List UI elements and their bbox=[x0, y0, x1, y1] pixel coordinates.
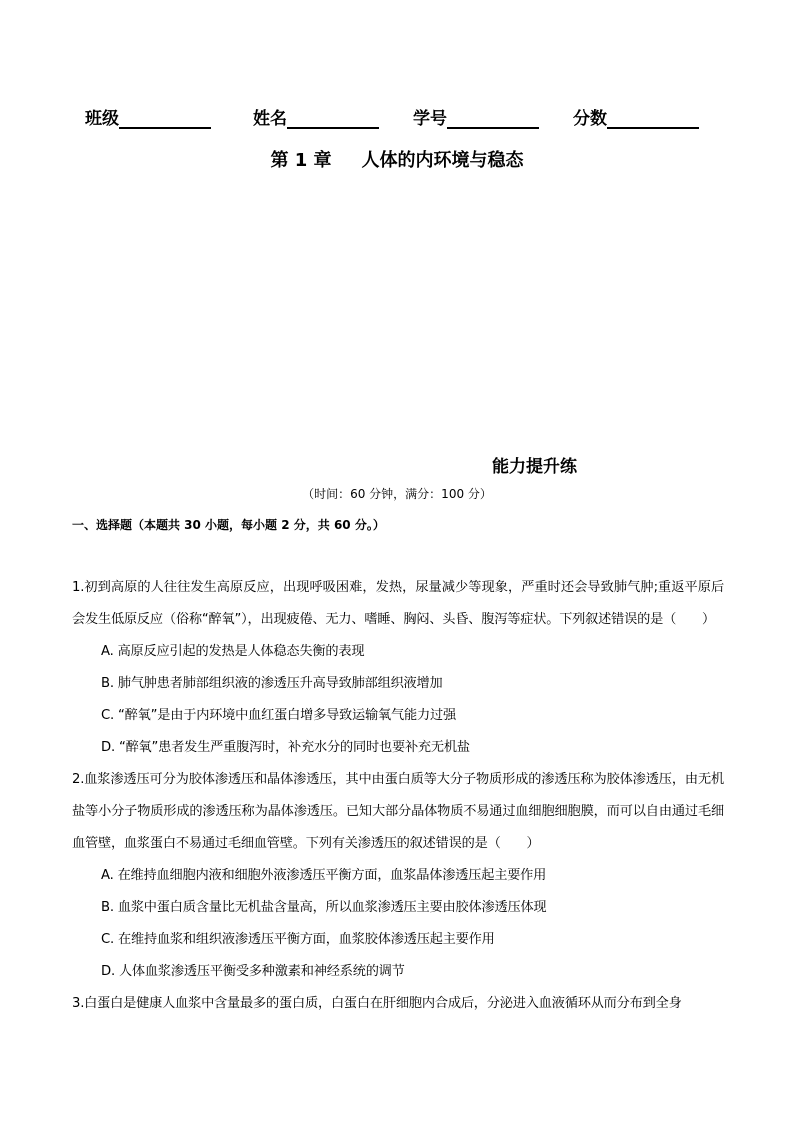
question-stem: 2.血浆渗透压可分为胶体渗透压和晶体渗透压，其中由蛋白质等大分子物质形成的渗透压称为胶体渗透压，由无机盐等小分子物质形成的渗透压称为晶体渗透压。已知大部分晶体物质不易通过血细胞细胞膜，而可以自由通过毛细血管壁，血浆蛋白不易通过毛细血管壁。下列有关渗透压的叙述错误的是（ ） bbox=[72, 772, 724, 851]
option-a: A. 高原反应引起的发热是人体稳态失衡的表现 bbox=[101, 644, 365, 659]
option-d: D. “醉氧”患者发生严重腹泻时，补充水分的同时也要补充无机盐 bbox=[101, 740, 470, 755]
question-stem: 1.初到高原的人往往发生高原反应，出现呼吸困难，发热，尿量减少等现象，严重时还会导致肺气肿;重返平原后会发生低原反应（俗称“醉氧”），出现疲倦、无力、嗜睡、胸闷、头昏、腹泻等症状。下列叙述错误的是（ ） bbox=[72, 580, 724, 627]
student-info-header bbox=[0, 104, 794, 130]
chapter-title bbox=[0, 146, 794, 172]
name-blank[interactable] bbox=[287, 107, 379, 129]
time-note: （时间：60 分钟，满分：100 分） bbox=[302, 487, 492, 501]
option-b: B. 肺气肿患者肺部组织液的渗透压升高导致肺部组织液增加 bbox=[101, 676, 443, 691]
name-label: 姓名 bbox=[253, 109, 287, 129]
student-id-field[interactable] bbox=[413, 104, 539, 129]
section-title: 能力提升练 bbox=[492, 457, 577, 477]
student-id-label: 学号 bbox=[413, 109, 447, 129]
option-b: B. 血浆中蛋白质含量比无机盐含量高，所以血浆渗透压主要由胶体渗透压体现 bbox=[101, 900, 547, 915]
class-label: 班级 bbox=[85, 109, 119, 129]
score-field[interactable] bbox=[573, 104, 699, 129]
chapter-name: 人体的内环境与稳态 bbox=[361, 150, 524, 171]
option-a: A. 在维持血细胞内液和细胞外液渗透压平衡方面，血浆晶体渗透压起主要作用 bbox=[101, 868, 547, 883]
name-field[interactable] bbox=[253, 104, 379, 129]
question-list bbox=[72, 572, 724, 1020]
chapter-number: 第 1 章 bbox=[270, 150, 332, 171]
question-stem: 3.白蛋白是健康人血浆中含量最多的蛋白质，白蛋白在肝细胞内合成后，分泌进入血液循环从而分布到全身 bbox=[72, 996, 682, 1011]
option-c: C. 在维持血浆和组织液渗透压平衡方面，血浆胶体渗透压起主要作用 bbox=[101, 932, 495, 947]
student-id-blank[interactable] bbox=[447, 107, 539, 129]
part-heading: 一、选择题（本题共 30 小题，每小题 2 分，共 60 分。） bbox=[72, 518, 385, 532]
option-c: C. “醉氧”是由于内环境中血红蛋白增多导致运输氧气能力过强 bbox=[101, 708, 456, 723]
class-field[interactable] bbox=[85, 104, 211, 129]
score-label: 分数 bbox=[573, 109, 607, 129]
option-d: D. 人体血浆渗透压平衡受多种激素和神经系统的调节 bbox=[101, 964, 405, 979]
class-blank[interactable] bbox=[119, 107, 211, 129]
score-blank[interactable] bbox=[607, 107, 699, 129]
